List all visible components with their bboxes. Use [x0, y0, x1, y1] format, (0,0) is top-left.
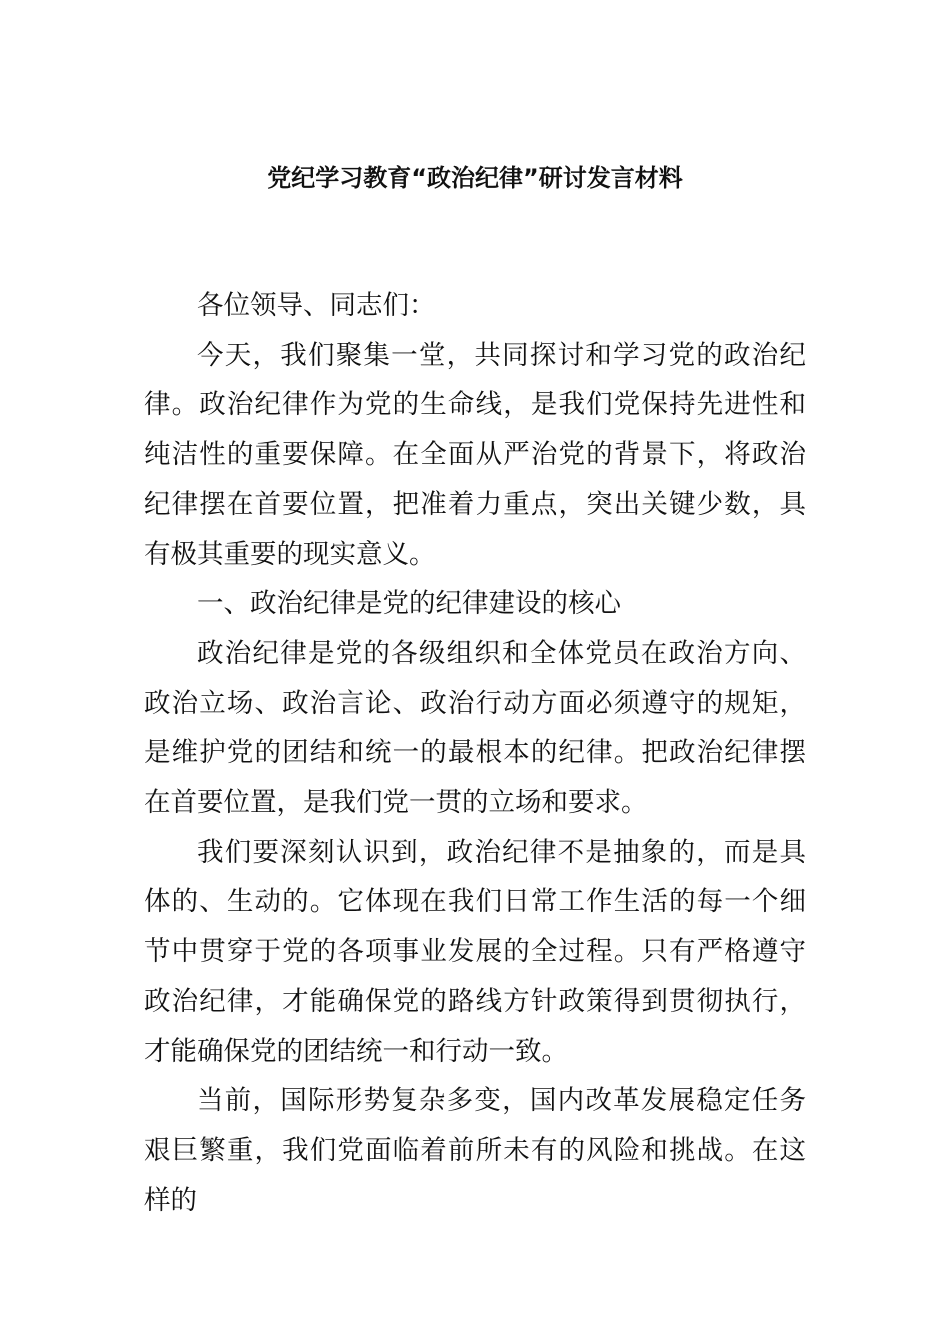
greeting-paragraph: 各位领导、同志们： [197, 290, 436, 321]
document-title: 党纪学习教育“政治纪律”研讨发言材料 [267, 164, 683, 192]
body-paragraph: 政治纪律是党的各级组织和全体党员在政治方向、政治立场、政治言论、政治行动方面必须遵守的规矩，是维护党的团结和统一的最根本的纪律。把政治纪律摆在首要位置，是我们党一贯的立场和要求。 [144, 637, 806, 819]
document-body [144, 281, 806, 1225]
section-heading: 一、政治纪律是党的纪律建设的核心 [197, 588, 621, 620]
body-paragraph: 我们要深刻认识到，政治纪律不是抽象的，而是具体的、生动的。它体现在我们日常工作生活的每一个细节中贯穿于党的各项事业发展的全过程。只有严格遵守政治纪律，才能确保党的路线方针政策得到贯彻执行，才能确保党的团结统一和行动一致。 [144, 836, 806, 1067]
intro-paragraph: 今天，我们聚集一堂，共同探讨和学习党的政治纪律。政治纪律作为党的生命线，是我们党保持先进性和纯洁性的重要保障。在全面从严治党的背景下，将政治纪律摆在首要位置，把准着力重点，突出关键少数，具有极其重要的现实意义。 [144, 339, 806, 570]
body-paragraph: 当前，国际形势复杂多变，国内改革发展稳定任务艰巨繁重，我们党面临着前所未有的风险和挑战。在这样的 [144, 1085, 806, 1216]
